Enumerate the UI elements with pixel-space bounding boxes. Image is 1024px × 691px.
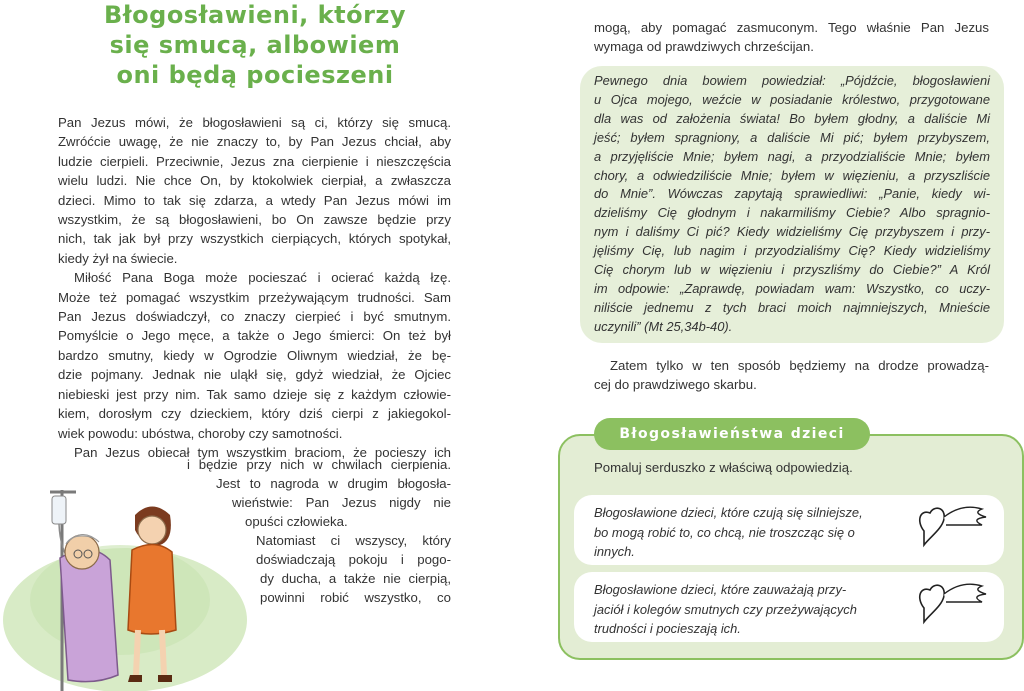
answer-line: jaciół i kolegów smutnych czy przeżywających [594, 601, 857, 617]
text-line: mogą, aby pomagać zasmuconym. Tego właśnie Pan Jezus [594, 20, 989, 35]
quote-line: a przyjęliście Mnie; byłem nagi, a przyodzialiście Mnie; byłem [594, 148, 990, 164]
quote-line: im odpowie: „Zaprawdę, powiadam wam: Wszystko, co uczy- [594, 280, 990, 296]
quote-line: niliście jednemu z tych braci moich najmniejszych, Mnieście [594, 299, 990, 315]
text-line: Pan Jezus mówi, że błogosławieni są ci, którzy się smucą. [58, 115, 451, 130]
winged-heart-icon[interactable] [912, 578, 996, 630]
text-line: Jest to nagroda w drugim błogosła- [216, 476, 451, 491]
quote-line: jęliśmy Cię, lub nagim i przyodzialiśmy Cię? Kiedy widzieliśmy [594, 243, 990, 259]
answer-line: trudności i pocieszają ich. [594, 621, 741, 637]
text-line: wszystkim, że są błogosławieni, bo On zawsze będzie przy [58, 212, 451, 228]
text-line: Może też pomagać wszystkim przeżywającym trudności. Sam [58, 289, 451, 305]
text-line: wieństwie: Pan Jezus nigdy nie [232, 495, 451, 510]
text-line: kiedy żył na świecie. [58, 250, 178, 266]
text-line: Pan Jezus obiecał tym wszystkim braciom, że pocieszy ich [74, 444, 451, 460]
winged-heart-icon[interactable] [912, 501, 996, 553]
answer-card-1 [574, 495, 1004, 565]
answer-line: bo mogą robić to, co chcą, nie troszcząc się o [594, 524, 855, 540]
text-line: i będzie przy nich w chwilach cierpienia. [187, 457, 451, 472]
text-line: dzieci. Mimo to tak się zdarza, a wtedy Pan Jezus mówi im [58, 192, 451, 208]
exercise-instruction: Pomaluj serduszko z właściwą odpowiedzią. [594, 460, 853, 475]
answer-text [594, 580, 894, 639]
right-page [512, 0, 1024, 691]
text-line: wymaga od prawdziwych chrześcijan. [594, 39, 814, 55]
text-line: Pan Jezus doświadczył, co znaczy cierpieć i być smutnym. [58, 309, 451, 325]
text-line: dy ducha, a także nie cierpią, [260, 571, 451, 586]
quote-line: do Mnie”. Wówczas zapytają sprawiedliwi: „Panie, kiedy wi- [594, 186, 990, 202]
text-line: Zwróćcie uwagę, że nie znaczy to, by Pan Jezus chciał, aby [58, 134, 451, 150]
quote-line: dzieliśmy Cię głodnym i nakarmiliśmy Ciebie? Albo spragnio- [594, 205, 990, 221]
exercise-title: Błogosławieństwa dzieci [594, 418, 870, 450]
quote-line: uczynili” (Mt 25,34b-40). [594, 318, 733, 334]
text-line: niebieski jest przy nim. Tak samo dzieje się z każdym człowie- [58, 386, 451, 402]
title-line: się smucą, albowiem [109, 31, 401, 59]
page-title [70, 0, 440, 90]
text-line: bardzo smutny, kiedy w Ogrodzie Oliwnym wiedział, że bę- [58, 347, 451, 363]
body-text-left [58, 113, 451, 462]
text-line: Zatem tylko w ten sposób będziemy na drodze prowadzą- [610, 358, 989, 373]
text-line: cej do prawdziwego skarbu. [594, 377, 757, 393]
quote-line: dla was od założenia świata! Bo byłem głodny, a daliście Mi [594, 110, 990, 126]
text-line: doświadczają pokoju i pogo- [256, 552, 451, 567]
quote-line: u Ojca mojego, weźcie w posiadanie królestwo, przygotowane [594, 91, 990, 107]
text-line: opuści człowieka. [245, 514, 348, 529]
title-line: Błogosławieni, którzy [103, 1, 407, 29]
text-line: dzie pojmany. Jednak nie uląkł się, gdyż wiedział, że Ojciec [58, 367, 451, 383]
text-line: powinni robić wszystko, co [260, 590, 451, 605]
answer-line: Błogosławione dzieci, które zauważają przy- [594, 582, 847, 597]
answer-line: innych. [594, 544, 635, 560]
text-line: Miłość Pana Boga może pocieszać i ocierać każdą łzę. [74, 270, 451, 286]
text-line: wielu ludzi. Nie chce On, by ktokolwiek cierpiał, a zwłaszcza [58, 173, 451, 189]
text-line: nich, tak jak był przy wszystkich cierpiących, których spotykał, [58, 231, 451, 247]
answer-line: Błogosławione dzieci, które czują się silniejsze, [594, 505, 863, 520]
illustration-grandmother-and-child [0, 470, 250, 691]
answer-card-2 [574, 572, 1004, 642]
text-line: Pomyślcie o Jego męce, a także o Jego śmierci: On też był [58, 328, 451, 344]
quote-line: Pewnego dnia bowiem powiedział: „Pójdźcie, błogosławieni [594, 73, 990, 88]
body-text-right-conclusion [594, 356, 989, 395]
title-line: oni będą pocieszeni [116, 61, 394, 89]
text-line: Natomiast ci wszyscy, który [256, 533, 451, 548]
quote-line: Cię chorym lub w więzieniu i przyszliśmy do Ciebie?” A Król [594, 262, 990, 278]
answer-text [594, 503, 894, 562]
text-line: ludzie cierpieli. Przeciwnie, Jezus zna cierpienie i nieszczęścia [58, 153, 451, 169]
scripture-quote [594, 72, 990, 337]
quote-line: jeść; byłem spragniony, a daliście Mi pić; byłem przybyszem, [594, 129, 990, 145]
text-line: wiek powodu: ubóstwa, choroby czy samotności. [58, 425, 343, 441]
body-text-right-top [594, 18, 989, 57]
quote-line: nym i daliśmy Ci pić? Kiedy widzieliśmy Cię przybyszem i przy- [594, 224, 990, 240]
quote-line: chory, a odwiedziliście Mnie; byłem w więzieniu, a przyszliście [594, 167, 990, 183]
text-line: kiem, dorosłym czy dzieckiem, który dziś cierpi z jakiegokol- [58, 406, 451, 422]
